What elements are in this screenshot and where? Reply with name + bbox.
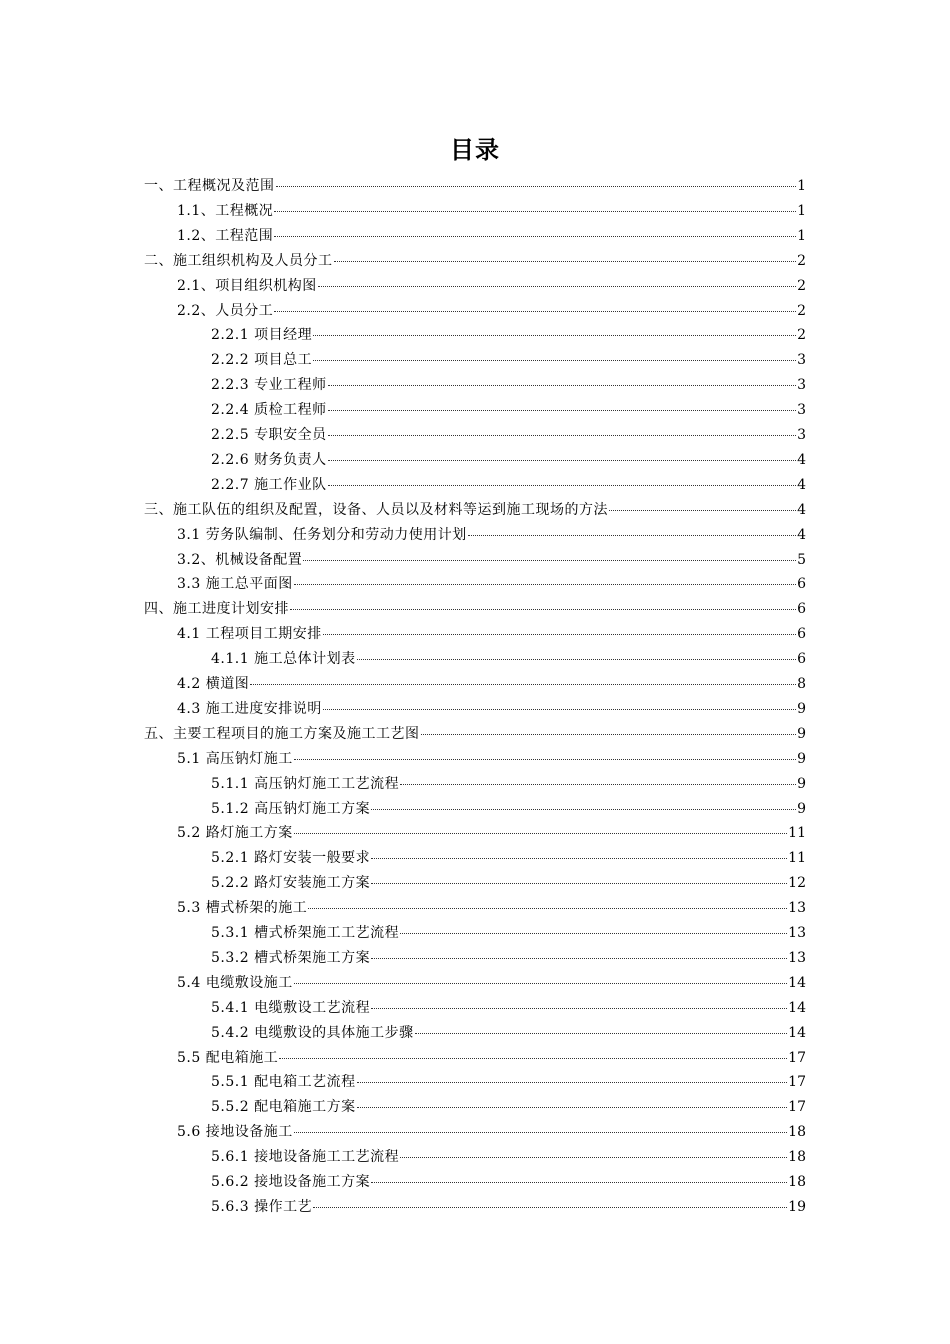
toc-leader-dots <box>290 609 796 610</box>
page-title: 目录 <box>450 136 500 164</box>
toc-entry-text: 3.1 劳务队编制、任务划分和劳动力使用计划 <box>177 526 467 543</box>
toc-entry-text: 5.6.3 操作工艺 <box>211 1198 313 1215</box>
toc-entry[interactable] <box>177 697 806 722</box>
toc-entry-text: 5.5.2 配电箱施工方案 <box>211 1099 356 1116</box>
toc-entry-text: 4.1.1 施工总体计划表 <box>211 651 356 668</box>
toc-leader-dots <box>279 1058 787 1059</box>
toc-entry[interactable] <box>211 797 806 822</box>
toc-leader-dots <box>400 784 796 785</box>
toc-entry-page-number: 13 <box>788 900 806 917</box>
toc-leader-dots <box>313 1207 787 1208</box>
toc-entry[interactable] <box>211 1170 806 1195</box>
toc-entry-page-number: 18 <box>788 1149 806 1166</box>
toc-entry-page-number: 11 <box>788 850 806 867</box>
toc-leader-dots <box>274 236 796 237</box>
toc-entry-text: 2.2.4 质检工程师 <box>211 402 327 419</box>
toc-entry-text: 5.4.2 电缆敷设的具体施工步骤 <box>211 1024 414 1041</box>
toc-entry[interactable] <box>177 572 806 597</box>
toc-leader-dots <box>371 809 796 810</box>
toc-entry[interactable] <box>177 1120 806 1145</box>
toc-entry[interactable] <box>211 423 806 448</box>
toc-leader-dots <box>371 958 787 959</box>
toc-entry-text: 5.3.1 槽式桥架施工工艺流程 <box>211 925 400 941</box>
toc-leader-dots <box>274 211 796 212</box>
toc-entry-page-number: 6 <box>797 576 806 593</box>
toc-entry-text: 1.2、工程范围 <box>177 227 274 244</box>
toc-leader-dots <box>415 1033 788 1034</box>
toc-entry-page-number: 6 <box>797 601 806 618</box>
toc-entry-page-number: 17 <box>788 1074 806 1091</box>
toc-leader-dots <box>294 833 787 834</box>
toc-entry-page-number: 1 <box>797 227 806 244</box>
toc-entry-text: 5.5.1 配电箱工艺流程 <box>211 1074 356 1091</box>
toc-entry-page-number: 5 <box>797 551 806 568</box>
toc-entry[interactable] <box>211 846 806 871</box>
toc-entry[interactable] <box>211 772 806 797</box>
toc-entry[interactable] <box>177 523 806 548</box>
toc-leader-dots <box>357 1107 788 1108</box>
toc-entry-text: 5.1.1 高压钠灯施工工艺流程 <box>211 775 400 792</box>
toc-entry[interactable] <box>211 1095 806 1120</box>
toc-entry-page-number: 11 <box>788 825 806 842</box>
toc-entry-page-number: 14 <box>788 1024 806 1041</box>
toc-entry-page-number: 3 <box>797 402 806 419</box>
toc-entry-text: 5.4.1 电缆敷设工艺流程 <box>211 999 371 1016</box>
toc-leader-dots <box>318 286 796 287</box>
toc-entry[interactable] <box>177 199 806 224</box>
toc-leader-dots <box>328 435 797 436</box>
toc-leader-dots <box>371 858 787 859</box>
toc-leader-dots <box>357 1082 788 1083</box>
toc-leader-dots <box>400 933 787 934</box>
toc-entry[interactable] <box>211 348 806 373</box>
toc-entry[interactable] <box>177 747 806 772</box>
toc-entry[interactable] <box>144 249 806 274</box>
toc-entry-page-number: 4 <box>797 451 806 468</box>
toc-leader-dots <box>294 584 796 585</box>
toc-entry-text: 4.2 横道图 <box>177 676 250 692</box>
toc-entry-text: 2.2.7 施工作业队 <box>211 476 327 493</box>
toc-leader-dots <box>250 684 796 685</box>
toc-entry[interactable] <box>211 323 806 348</box>
toc-leader-dots <box>468 535 796 536</box>
toc-entry-page-number: 9 <box>797 725 806 742</box>
toc-entry[interactable] <box>177 622 806 647</box>
toc-entry-page-number: 4 <box>797 526 806 543</box>
toc-entry-page-number: 14 <box>788 974 806 991</box>
toc-entry-text: 2.2、人员分工 <box>177 302 274 319</box>
toc-entry[interactable] <box>177 896 806 921</box>
toc-entry-page-number: 3 <box>797 377 806 394</box>
toc-entry-page-number: 18 <box>788 1174 806 1190</box>
toc-entry[interactable] <box>211 1021 806 1046</box>
toc-entry-page-number: 1 <box>797 178 806 194</box>
toc-entry[interactable] <box>144 174 806 199</box>
toc-entry-text: 5.3.2 槽式桥架施工方案 <box>211 949 371 966</box>
toc-leader-dots <box>313 335 796 336</box>
toc-entry-text: 5.6.2 接地设备施工方案 <box>211 1174 371 1190</box>
toc-leader-dots <box>323 709 796 710</box>
toc-entry-text: 二、施工组织机构及人员分工 <box>144 252 333 269</box>
toc-leader-dots <box>334 261 797 262</box>
toc-entry[interactable] <box>177 971 806 996</box>
toc-leader-dots <box>308 908 787 909</box>
toc-leader-dots <box>294 1132 787 1133</box>
toc-entry[interactable] <box>177 672 806 697</box>
toc-entry-page-number: 13 <box>788 925 806 941</box>
toc-entry-page-number: 9 <box>797 775 806 792</box>
toc-leader-dots <box>323 634 796 635</box>
toc-leader-dots <box>276 186 797 187</box>
toc-entry[interactable] <box>211 398 806 423</box>
toc-leader-dots <box>328 410 797 411</box>
toc-leader-dots <box>371 883 787 884</box>
toc-entry-page-number: 2 <box>797 277 806 294</box>
toc-entry-page-number: 8 <box>797 676 806 692</box>
toc-leader-dots <box>400 1157 787 1158</box>
toc-leader-dots <box>328 460 797 461</box>
toc-entry[interactable] <box>177 299 806 324</box>
toc-entry-text: 4.1 工程项目工期安排 <box>177 626 322 643</box>
toc-entry-page-number: 3 <box>797 352 806 369</box>
toc-entry-text: 3.3 施工总平面图 <box>177 576 293 593</box>
toc-leader-dots <box>328 385 797 386</box>
toc-entry-text: 2.2.5 专职安全员 <box>211 427 327 443</box>
toc-leader-dots <box>303 560 796 561</box>
toc-entry-page-number: 3 <box>797 427 806 443</box>
toc-entry[interactable] <box>211 647 806 672</box>
toc-entry-text: 5.2.2 路灯安装施工方案 <box>211 875 371 892</box>
toc-entry-text: 2.2.6 财务负责人 <box>211 451 327 468</box>
toc-entry[interactable] <box>177 548 806 573</box>
toc-entry-page-number: 1 <box>797 202 806 219</box>
toc-entry-text: 3.2、机械设备配置 <box>177 551 303 568</box>
toc-entry[interactable] <box>211 1195 806 1220</box>
toc-entry[interactable] <box>177 274 806 299</box>
toc-leader-dots <box>313 360 796 361</box>
toc-entry-text: 2.1、项目组织机构图 <box>177 277 317 294</box>
toc-entry-text: 5.6.1 接地设备施工工艺流程 <box>211 1149 400 1166</box>
toc-leader-dots <box>294 983 787 984</box>
toc-entry-page-number: 2 <box>797 327 806 344</box>
toc-entry-page-number: 14 <box>788 999 806 1016</box>
toc-entry-page-number: 2 <box>797 252 806 269</box>
toc-entry-page-number: 9 <box>797 800 806 817</box>
toc-entry-page-number: 2 <box>797 302 806 319</box>
toc-entry[interactable] <box>211 996 806 1021</box>
toc-entry[interactable] <box>177 1046 806 1071</box>
toc-entry[interactable] <box>144 498 806 523</box>
toc-entry-text: 一、工程概况及范围 <box>144 178 275 194</box>
toc-leader-dots <box>274 311 796 312</box>
toc-entry[interactable] <box>211 946 806 971</box>
toc-leader-dots <box>421 734 797 735</box>
toc-entry-page-number: 6 <box>797 626 806 643</box>
toc-entry[interactable] <box>177 224 806 249</box>
toc-entry[interactable] <box>211 871 806 896</box>
toc-entry-text: 5.2 路灯施工方案 <box>177 825 293 842</box>
toc-entry-text: 5.6 接地设备施工 <box>177 1124 293 1141</box>
toc-leader-dots <box>328 485 797 486</box>
toc-entry[interactable] <box>211 1145 806 1170</box>
toc-entry-page-number: 18 <box>788 1124 806 1141</box>
toc-entry[interactable] <box>211 921 806 946</box>
toc-leader-dots <box>357 659 797 660</box>
toc-leader-dots <box>371 1182 787 1183</box>
toc-entry-text: 五、主要工程项目的施工方案及施工工艺图 <box>144 725 420 742</box>
toc-entry-text: 4.3 施工进度安排说明 <box>177 700 322 717</box>
toc-entry-page-number: 4 <box>797 476 806 493</box>
toc-entry[interactable] <box>211 1070 806 1095</box>
toc-entry-text: 5.1 高压钠灯施工 <box>177 750 293 767</box>
toc-leader-dots <box>371 1008 787 1009</box>
toc-entry[interactable] <box>144 597 806 622</box>
toc-entry-page-number: 9 <box>797 750 806 767</box>
toc-entry-text: 5.2.1 路灯安装一般要求 <box>211 850 371 867</box>
toc-leader-dots <box>294 759 796 760</box>
toc-entry-text: 5.3 槽式桥架的施工 <box>177 900 308 917</box>
toc-entry-page-number: 12 <box>788 875 806 892</box>
toc-entry-text: 三、施工队伍的组织及配置，设备、人员以及材料等运到施工现场的方法 <box>144 501 608 518</box>
toc-entry-page-number: 4 <box>797 501 806 518</box>
toc-entry-text: 5.5 配电箱施工 <box>177 1049 279 1066</box>
toc-entry-page-number: 9 <box>797 700 806 717</box>
toc-entry[interactable] <box>211 373 806 398</box>
toc-entry-page-number: 17 <box>788 1099 806 1116</box>
toc-entry-page-number: 19 <box>788 1198 806 1215</box>
toc-entry[interactable] <box>177 821 806 846</box>
toc-entry-text: 5.1.2 高压钠灯施工方案 <box>211 800 371 817</box>
toc-entry[interactable] <box>211 448 806 473</box>
toc-entry-page-number: 17 <box>788 1049 806 1066</box>
toc-entry-text: 5.4 电缆敷设施工 <box>177 974 293 991</box>
toc-entry-text: 2.2.2 项目总工 <box>211 352 313 369</box>
toc-leader-dots <box>609 510 796 511</box>
toc-entry[interactable] <box>144 722 806 747</box>
toc-entry-text: 2.2.1 项目经理 <box>211 327 313 344</box>
toc-entry-page-number: 6 <box>797 651 806 668</box>
toc-entry-page-number: 13 <box>788 949 806 966</box>
toc-entry-text: 2.2.3 专业工程师 <box>211 377 327 394</box>
toc-entry-text: 1.1、工程概况 <box>177 202 274 219</box>
toc-entry[interactable] <box>211 473 806 498</box>
toc-entry-text: 四、施工进度计划安排 <box>144 601 289 618</box>
